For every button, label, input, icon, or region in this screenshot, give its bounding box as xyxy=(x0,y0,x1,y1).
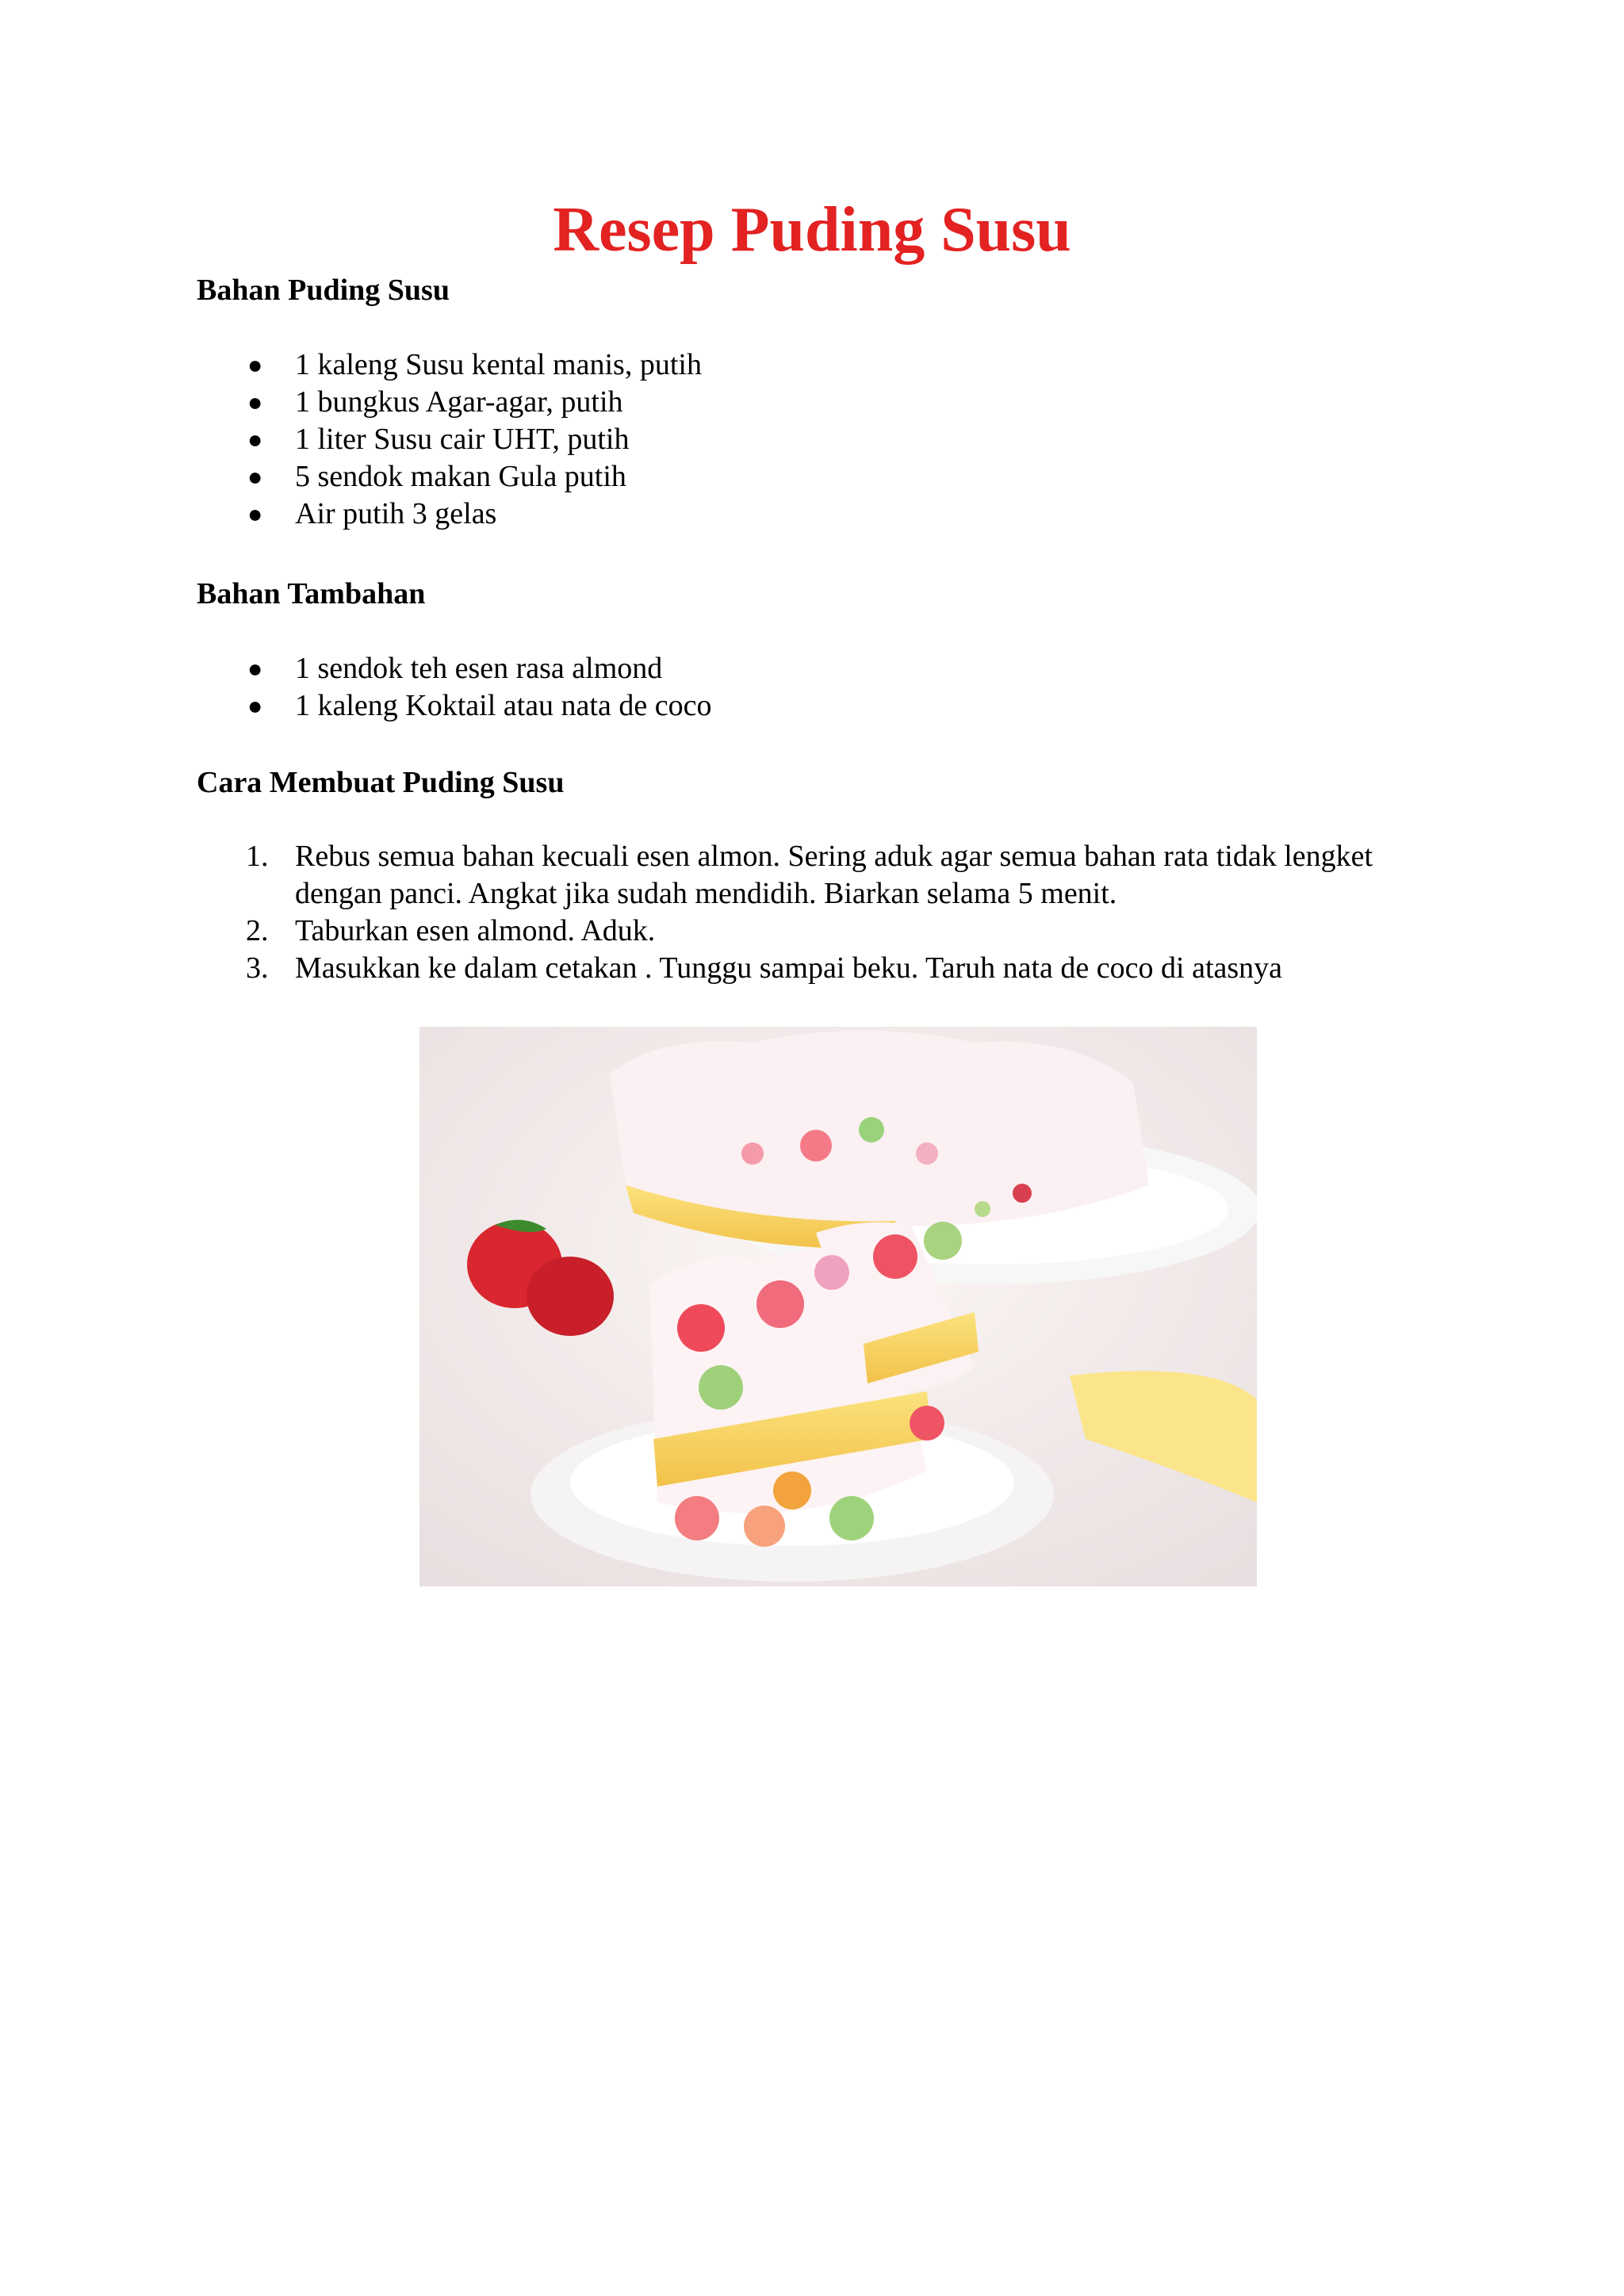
ingredient-list xyxy=(197,346,1434,533)
list-item: 2. Taburkan esen almond. Aduk. xyxy=(246,914,656,947)
bullet-icon: ● xyxy=(247,462,263,491)
pudding-photo xyxy=(419,1027,1257,1586)
list-item: ● 1 kaleng Koktail atau nata de coco xyxy=(197,687,1434,725)
section-heading-cara-membuat: Cara Membuat Puding Susu xyxy=(197,766,565,799)
bullet-icon: ● xyxy=(247,350,263,379)
list-item: ● Air putih 3 gelas xyxy=(197,496,1434,533)
list-item: ● 1 kaleng Susu kental manis, putih xyxy=(197,346,1434,384)
bullet-icon: ● xyxy=(247,654,263,683)
steps-list xyxy=(197,838,1434,987)
page-title: Resep Puding Susu xyxy=(553,195,1071,265)
list-item: 3. Masukkan ke dalam cetakan . Tunggu sampai beku. Taruh nata de coco di atasnya xyxy=(246,951,1283,985)
list-item: ● 1 liter Susu cair UHT, putih xyxy=(197,421,1434,458)
bullet-icon: ● xyxy=(247,499,263,528)
section-heading-bahan-tambahan: Bahan Tambahan xyxy=(197,577,426,610)
extra-ingredient-list xyxy=(197,650,1434,725)
section-heading-bahan-puding-susu: Bahan Puding Susu xyxy=(197,274,450,307)
list-item: ● 1 bungkus Agar-agar, putih xyxy=(197,384,1434,421)
list-item: ● 5 sendok makan Gula putih xyxy=(197,458,1434,496)
bullet-icon: ● xyxy=(247,691,263,720)
list-item: 1. Rebus semua bahan kecuali esen almon. Sering aduk agar semua bahan rata tidak lengket dengan panci. Angkat jika sudah mendidih. Biarkan selama 5 menit. xyxy=(246,840,1373,910)
bullet-icon: ● xyxy=(247,388,263,416)
bullet-icon: ● xyxy=(247,425,263,453)
list-item: ● 1 sendok teh esen rasa almond xyxy=(197,650,1434,687)
